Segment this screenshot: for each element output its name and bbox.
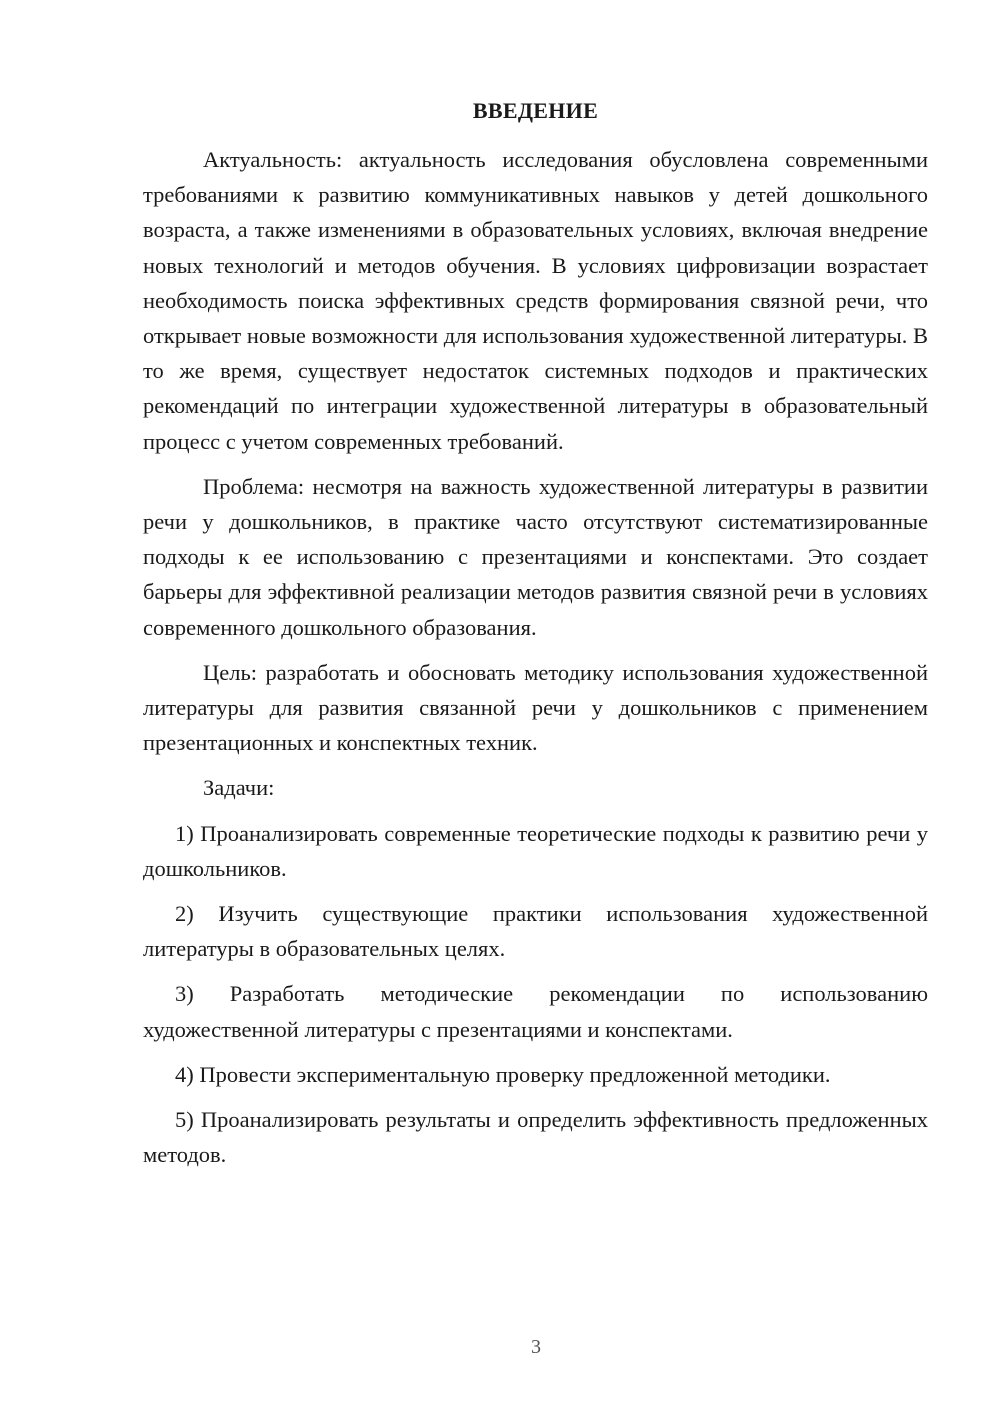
- task-item: 4) Провести экспериментальную проверку предложенной методики.: [175, 1061, 831, 1087]
- task-item: 3) Разработать методические рекомендации по использованию художественной литературы с презентациями и конспектами.: [143, 981, 928, 1042]
- paragraph-problem: Проблема: несмотря на важность художественной литературы в развитии речи у дошкольников, в практике часто отсутствуют систематизированные подходы к ее использованию с презентациями и конспектами. Это создает барьеры для эффективной реализации методов развития связной речи в условиях современного дошкольного образования.: [143, 473, 928, 640]
- task-item: 5) Проанализировать результаты и определить эффективность предложенных методов.: [143, 1107, 928, 1168]
- page-number: 3: [531, 1336, 541, 1358]
- body-text: [143, 142, 928, 1182]
- task-item: 2) Изучить существующие практики использования художественной литературы в образовательных целях.: [143, 901, 928, 962]
- task-item: 1) Проанализировать современные теоретические подходы к развитию речи у дошкольников.: [143, 820, 928, 881]
- paragraph-relevance: Актуальность: актуальность исследования обусловлена современными требованиями к развитию коммуникативных навыков у детей дошкольного возраста, а также изменениями в образовательных условиях, включая внедрение новых технологий и методов обучения. В условиях цифровизации возрастает необходимость поиска эффективных средств формирования связной речи, что открывает новые возможности для использования художественной литературы. В то же время, существует недостаток системных подходов и практических рекомендаций по интеграции художественной литературы в образовательный процесс с учетом современных требований.: [143, 147, 928, 454]
- section-heading: ВВЕДЕНИЕ: [472, 98, 599, 123]
- paragraph-goal: Цель: разработать и обосновать методику использования художественной литературы для развития связанной речи у дошкольников с применением презентационных и конспектных техник.: [143, 659, 928, 756]
- tasks-label: Задачи:: [203, 775, 275, 801]
